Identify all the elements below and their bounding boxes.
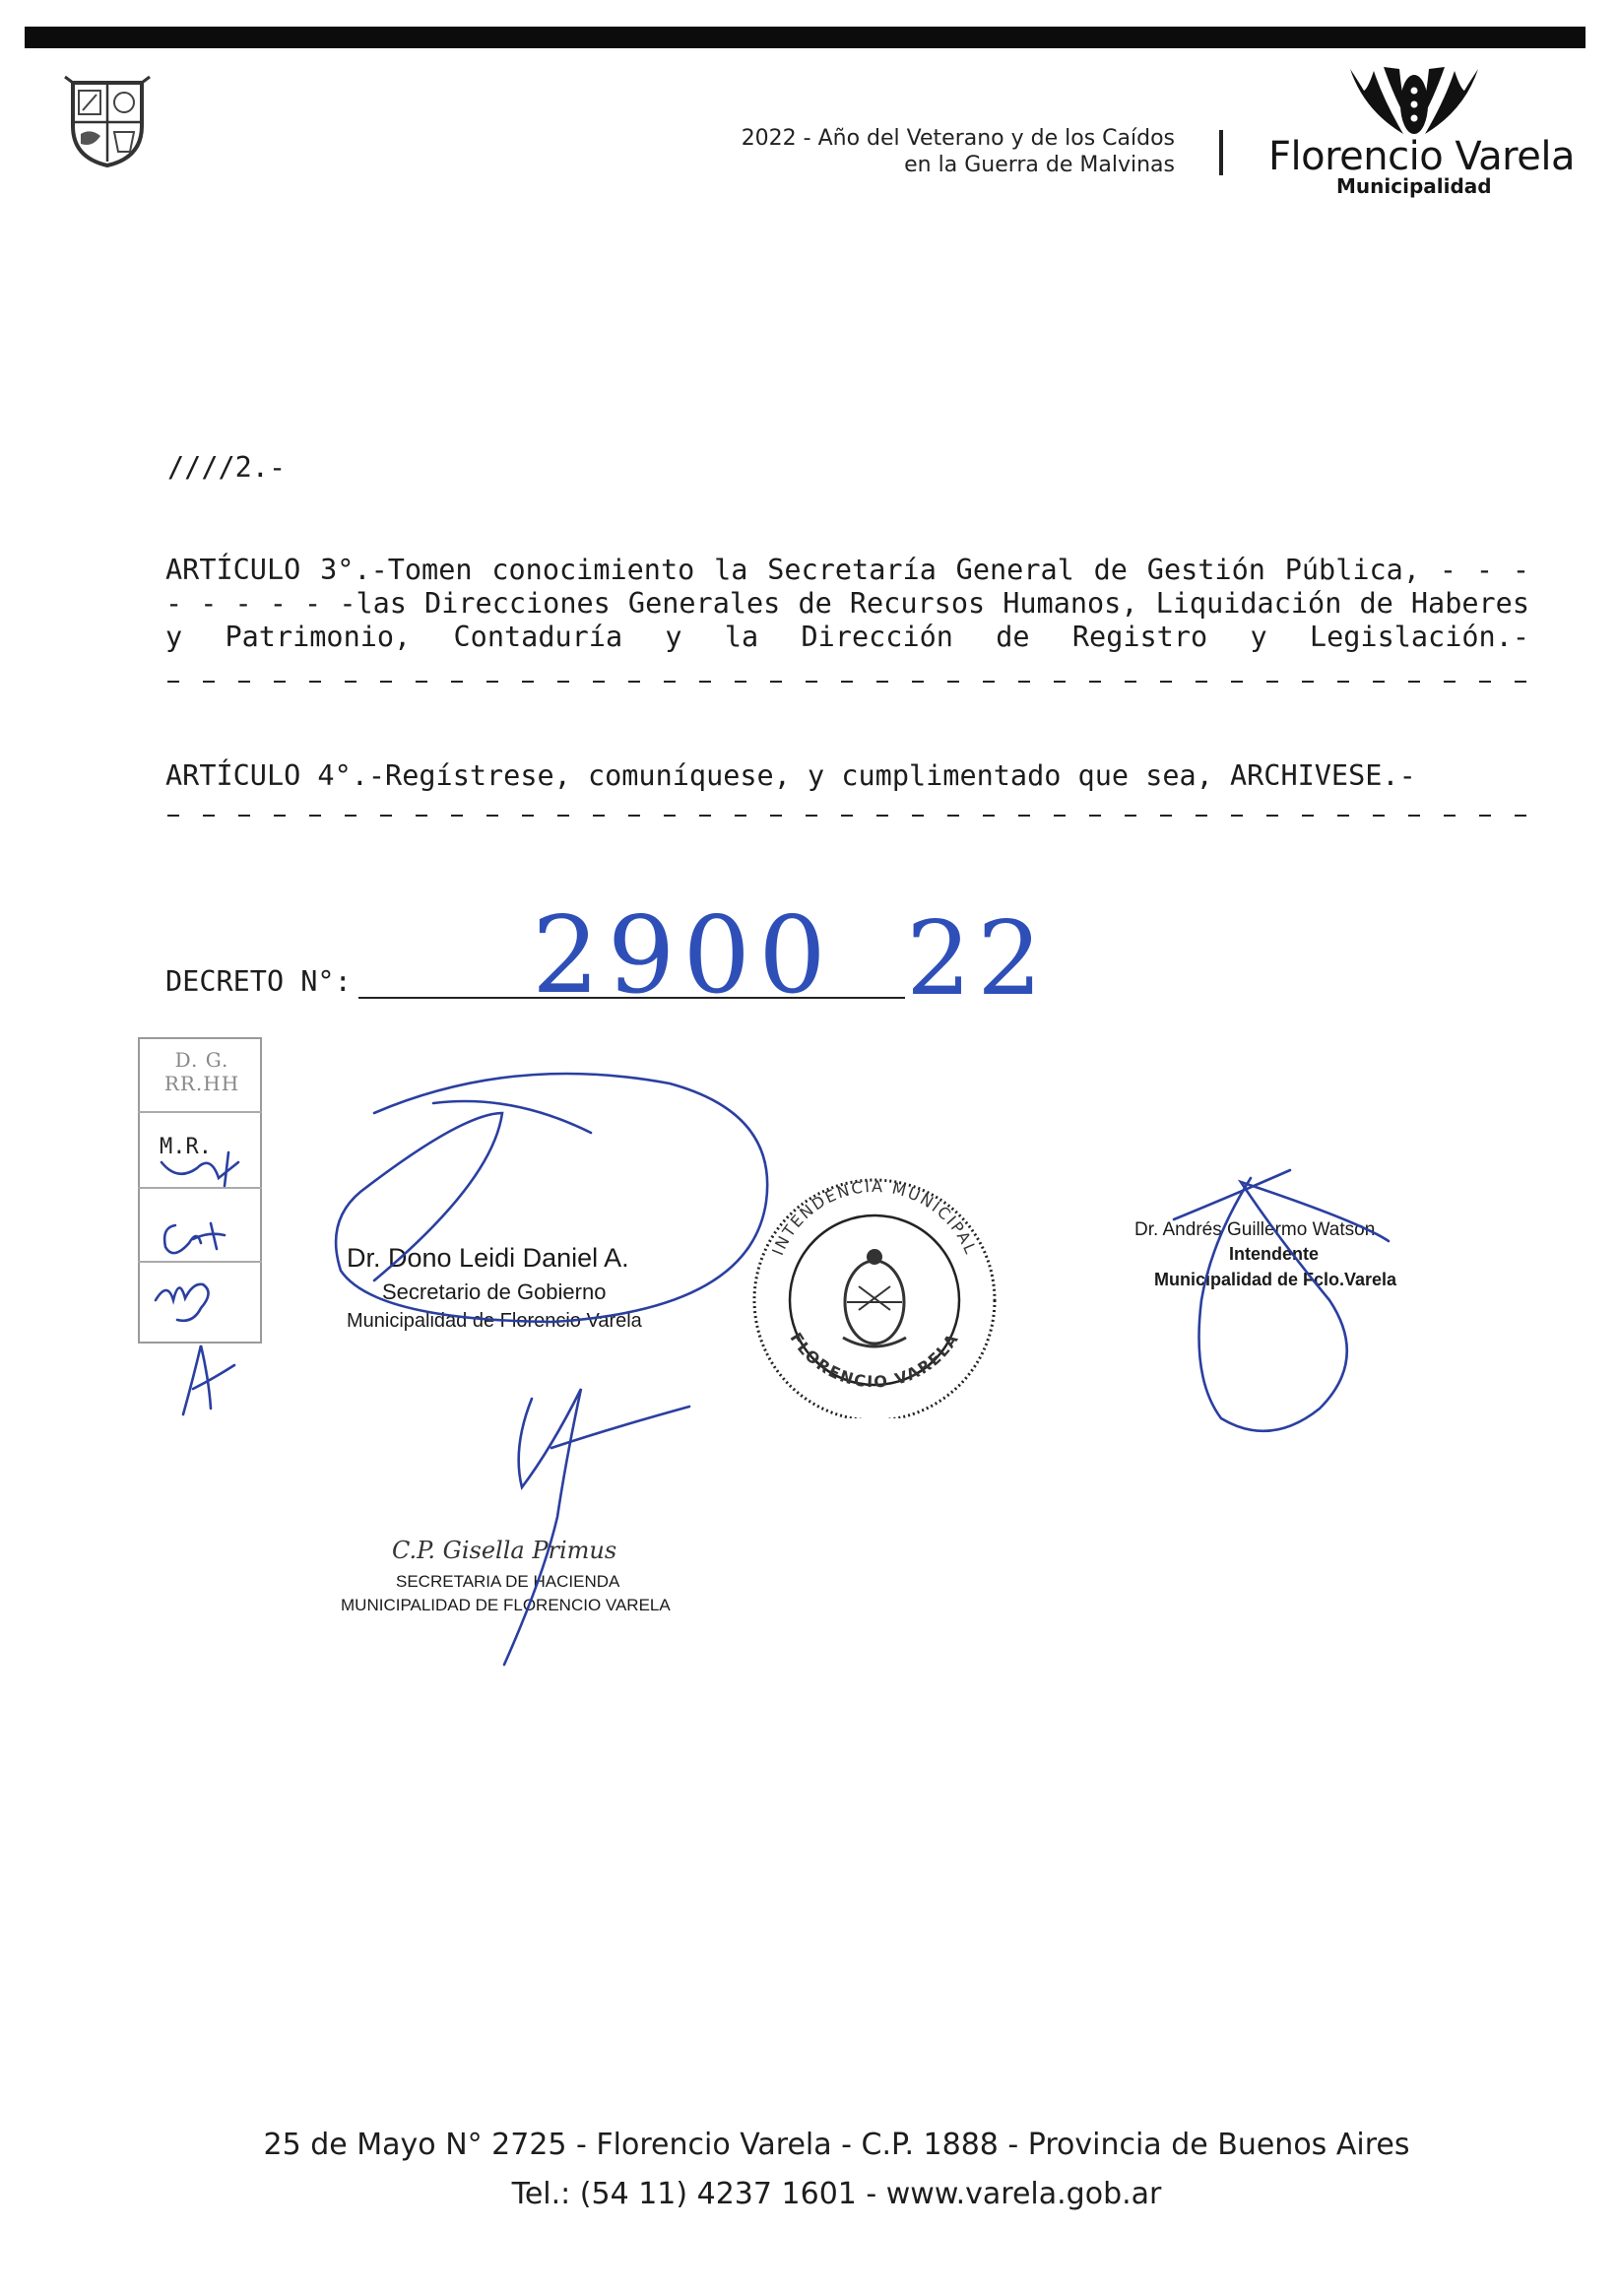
articulo-3: ARTÍCULO 3°.-Tomen conocimiento la Secretaría General de Gestión Pública, - - - - - - - - -las Direcciones Generales de Recursos Humanos, Liquidación de Haberes y Patrimonio, Contaduría y la Dirección de Registro y Legislación.-	[165, 554, 1529, 653]
initials-box-divider	[138, 1111, 262, 1113]
initials-box-label-2: RR.HH	[163, 1072, 240, 1095]
dash-filler-line	[167, 814, 1526, 818]
secretaria-hacienda-name: C.P. Gisella Primus	[392, 1537, 617, 1564]
footer-contact: Tel.: (54 11) 4237 1601 - www.varela.gob.ar	[511, 2177, 1162, 2211]
motto-line-2: en la Guerra de Malvinas	[904, 153, 1175, 177]
secretaria-hacienda-role: SECRETARIA DE HACIENDA	[396, 1572, 620, 1591]
page-reference: ////2.-	[167, 451, 287, 484]
seal-bottom-text: FLORENCIO VARELA	[786, 1329, 963, 1392]
secretaria-hacienda-org: MUNICIPALIDAD DE FLORENCIO VARELA	[341, 1596, 671, 1614]
footer-address: 25 de Mayo N° 2725 - Florencio Varela - C.P. 1888 - Provincia de Buenos Aires	[263, 2128, 1410, 2162]
svg-text:INTENDENCIA MUNICIPAL	[768, 1177, 981, 1258]
initials-box-divider	[138, 1261, 262, 1263]
motto-line-1: 2022 - Año del Veterano y de los Caídos	[741, 126, 1175, 151]
dash-filler-line	[167, 680, 1526, 684]
intendente-name: Dr. Andrés Guillermo Watson	[1134, 1219, 1376, 1240]
secretario-gobierno-org: Municipalidad de Florencio Varela	[347, 1310, 642, 1332]
florencio-varela-logo-icon	[1344, 61, 1484, 140]
top-border-bar	[25, 27, 1586, 48]
intendente-org: Municipalidad de Fclo.Varela	[1154, 1270, 1397, 1289]
signature-primus	[504, 1389, 689, 1665]
signature-watson	[1174, 1170, 1389, 1431]
secretario-gobierno-role: Secretario de Gobierno	[382, 1279, 607, 1304]
initials-box-header	[148, 1048, 256, 1095]
decreto-year-stamp: 22	[906, 898, 1049, 1018]
initials-box-divider	[138, 1187, 262, 1189]
seal-top-text: INTENDENCIA MUNICIPAL	[768, 1176, 981, 1259]
svg-text:FLORENCIO VARELA	[787, 1329, 963, 1391]
intendente-role: Intendente	[1229, 1244, 1320, 1264]
decreto-label: DECRETO N°:	[165, 965, 352, 998]
municipal-crest-icon	[63, 75, 152, 169]
secretario-gobierno-name: Dr. Dono Leidi Daniel A.	[347, 1243, 629, 1273]
initial-4	[183, 1345, 234, 1414]
year-motto	[742, 125, 1175, 178]
initials-box-label-1: D. G.	[174, 1048, 229, 1072]
official-seal	[737, 1162, 1012, 1418]
brand-subtitle: Municipalidad	[1336, 174, 1492, 198]
articulo-4: ARTÍCULO 4°.-Regístrese, comuníquese, y cumplimentado que sea, ARCHIVESE.-	[165, 759, 1416, 792]
decreto-number-stamp: 2900	[532, 894, 834, 1017]
brand-name: Florencio Varela	[1268, 134, 1575, 179]
initials-mr-label: M.R.	[160, 1135, 212, 1159]
header-divider	[1219, 130, 1223, 175]
